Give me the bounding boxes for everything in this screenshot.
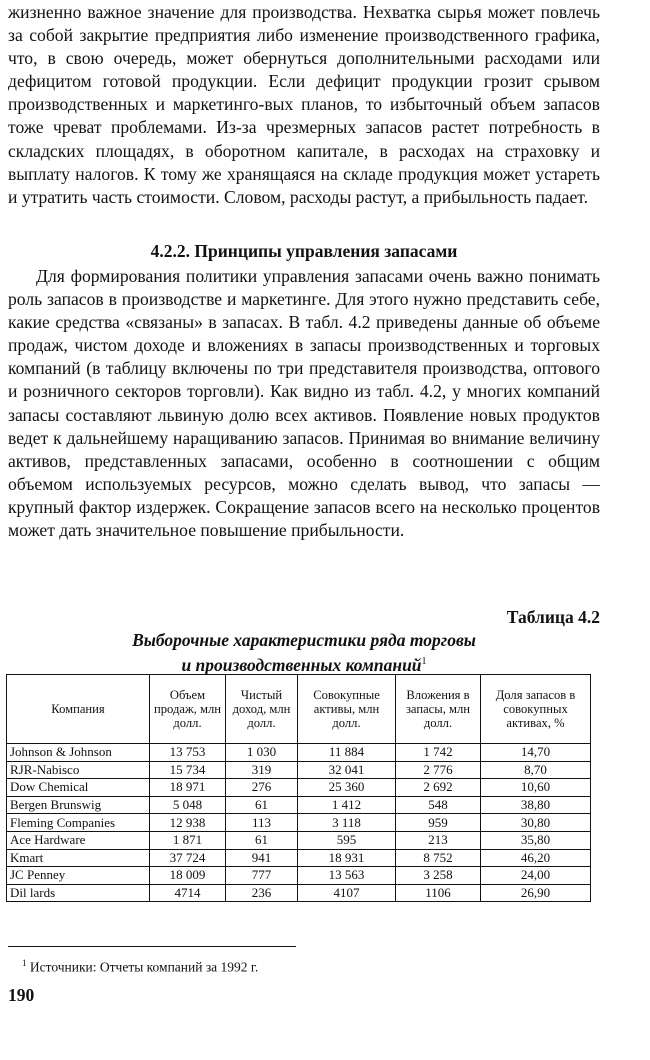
header-total-assets: Совокупные активы, млн долл. <box>298 675 396 744</box>
value-cell: 1 412 <box>298 796 396 814</box>
company-name-cell: Bergen Brunswig <box>7 796 150 814</box>
value-cell: 2 776 <box>396 761 481 779</box>
header-net-income: Чистый доход, млн долл. <box>226 675 298 744</box>
company-name-cell: Ace Hardware <box>7 831 150 849</box>
company-name-cell: Dow Chemical <box>7 779 150 797</box>
value-cell: 4714 <box>150 884 226 902</box>
page-number: 190 <box>8 985 35 1005</box>
company-name-cell: Dil lards <box>7 884 150 902</box>
value-cell: 61 <box>226 831 298 849</box>
header-inventory-investment: Вложения в запасы, млн долл. <box>396 675 481 744</box>
table-title-line-1: Выборочные характеристики ряда торговы <box>132 630 476 650</box>
value-cell: 18 931 <box>298 849 396 867</box>
value-cell: 1 871 <box>150 831 226 849</box>
value-cell: 46,20 <box>481 849 591 867</box>
footnote-mark: 1 <box>22 958 27 968</box>
value-cell: 113 <box>226 814 298 832</box>
company-name-cell: RJR-Nabisco <box>7 761 150 779</box>
table-row <box>7 884 591 902</box>
value-cell: 15 734 <box>150 761 226 779</box>
table-row <box>7 831 591 849</box>
table-row <box>7 779 591 797</box>
value-cell: 37 724 <box>150 849 226 867</box>
value-cell: 26,90 <box>481 884 591 902</box>
table-row <box>7 814 591 832</box>
table-row <box>7 867 591 885</box>
company-name-cell: Fleming Companies <box>7 814 150 832</box>
company-table <box>6 674 591 902</box>
value-cell: 319 <box>226 761 298 779</box>
value-cell: 30,80 <box>481 814 591 832</box>
value-cell: 213 <box>396 831 481 849</box>
company-name-cell: Johnson & Johnson <box>7 744 150 762</box>
header-inventory-share: Доля запасов в совокупных активах, % <box>481 675 591 744</box>
value-cell: 14,70 <box>481 744 591 762</box>
table-row <box>7 796 591 814</box>
value-cell: 276 <box>226 779 298 797</box>
body-paragraph-2: Для формирования политики управления запасами очень важно понимать роль запасов в производстве и маркетинге. Для этого нужно представить себе, какие средства «связаны» в запасах. В табл. 4.2 приведены данные об объеме продаж, чистом доходе и вложениях в запасы производственных и торговых компаний (в таблицу включены по три представителя производства, оптового и розничного секторов торговли). Как видно из табл. 4.2, у многих компаний запасы составляют львиную долю всех активов. Появление новых продуктов ведет к дальнейшему наращиванию запасов. Принимая во внимание величину активов, представленных запасами, особенно в соотношении с общим объемом используемых ресурсов, можно сделать вывод, что запасы — крупный фактор издержек. Сокращение запасов всего на несколько процентов может дать значительное повышение прибыльности. <box>8 266 600 541</box>
table-body <box>7 744 591 902</box>
company-name-cell: Kmart <box>7 849 150 867</box>
value-cell: 61 <box>226 796 298 814</box>
footnote-rule <box>8 946 296 947</box>
company-name-cell: JC Penney <box>7 867 150 885</box>
value-cell: 941 <box>226 849 298 867</box>
value-cell: 777 <box>226 867 298 885</box>
value-cell: 1 742 <box>396 744 481 762</box>
value-cell: 595 <box>298 831 396 849</box>
table-row <box>7 744 591 762</box>
header-sales: Объем продаж, млн долл. <box>150 675 226 744</box>
table-header-row <box>7 675 591 744</box>
value-cell: 24,00 <box>481 867 591 885</box>
value-cell: 2 692 <box>396 779 481 797</box>
value-cell: 10,60 <box>481 779 591 797</box>
value-cell: 13 563 <box>298 867 396 885</box>
value-cell: 1 030 <box>226 744 298 762</box>
value-cell: 18 009 <box>150 867 226 885</box>
table-row <box>7 849 591 867</box>
body-paragraph-1: жизненно важное значение для производства. Нехватка сырья может повлечь за собой закрытие предприятия либо изменение производственного графика, что, в свою очередь, может обернуться дополнительными расходами или дефицитом готовой продукции. Если дефицит продукции грозит срывом производственных и маркетинго-вых планов, то избыточный объем запасов тоже чреват проблемами. Из-за чрезмерных запасов растет потребность в складских площадях, в оборотном капитале, в расходах на страховку и выплату налогов. К тому же хранящаяся на складе продукция может устареть и утратить часть стоимости. Словом, расходы растут, а прибыльность падает. <box>8 2 600 207</box>
value-cell: 35,80 <box>481 831 591 849</box>
value-cell: 13 753 <box>150 744 226 762</box>
table-title-line-2: и производственных компаний <box>181 654 422 675</box>
value-cell: 8 752 <box>396 849 481 867</box>
value-cell: 548 <box>396 796 481 814</box>
value-cell: 1106 <box>396 884 481 902</box>
value-cell: 11 884 <box>298 744 396 762</box>
table-title-footnote-mark: 1 <box>421 656 427 667</box>
footnote-text: Источники: Отчеты компаний за 1992 г. <box>29 959 259 975</box>
footnote <box>22 958 258 976</box>
value-cell: 38,80 <box>481 796 591 814</box>
value-cell: 959 <box>396 814 481 832</box>
table-title <box>8 630 600 676</box>
section-heading: 4.2.2. Принципы управления запасами <box>150 241 458 261</box>
table-label: Таблица 4.2 <box>506 607 600 627</box>
value-cell: 25 360 <box>298 779 396 797</box>
header-company: Компания <box>7 675 150 744</box>
value-cell: 8,70 <box>481 761 591 779</box>
value-cell: 3 258 <box>396 867 481 885</box>
value-cell: 5 048 <box>150 796 226 814</box>
value-cell: 4107 <box>298 884 396 902</box>
value-cell: 12 938 <box>150 814 226 832</box>
value-cell: 32 041 <box>298 761 396 779</box>
table-row <box>7 761 591 779</box>
value-cell: 18 971 <box>150 779 226 797</box>
value-cell: 3 118 <box>298 814 396 832</box>
value-cell: 236 <box>226 884 298 902</box>
